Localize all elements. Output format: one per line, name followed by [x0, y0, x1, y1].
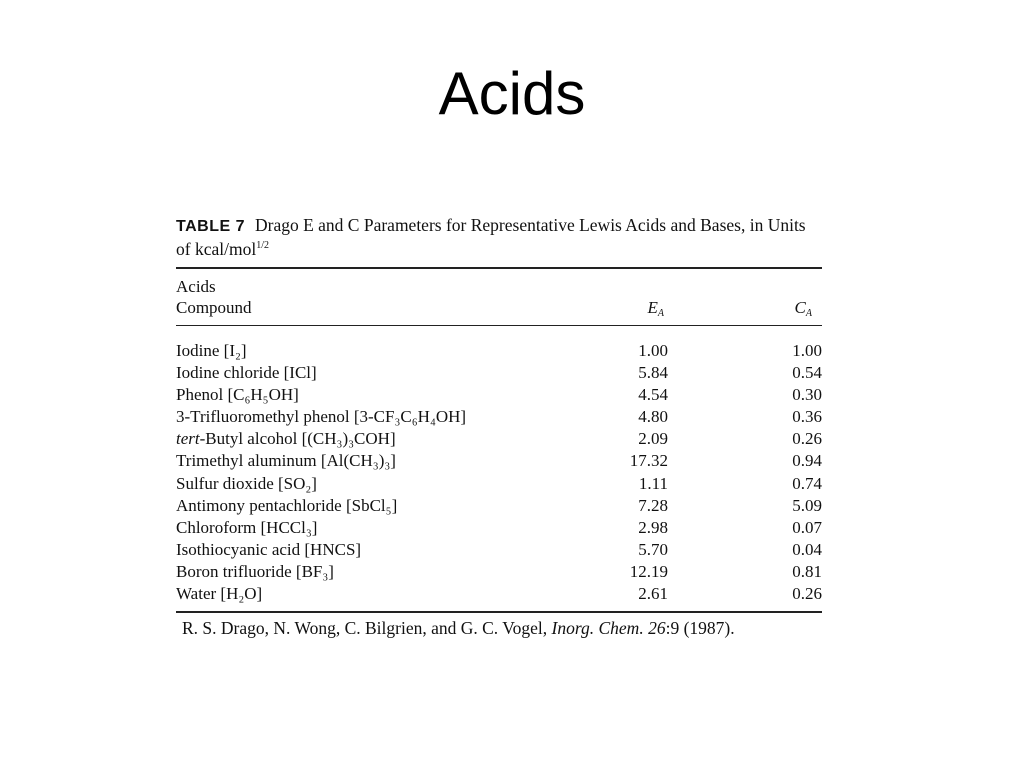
- table-row: [176, 583, 822, 605]
- ca-value: 1.00: [792, 341, 822, 360]
- top-rule: [176, 267, 822, 269]
- ea-value: 2.98: [638, 517, 668, 537]
- ea-value: 1.00: [638, 341, 668, 360]
- ca-value: 0.30: [792, 385, 822, 405]
- compound-name: 3-Trifluoromethyl phenol [3-CF₃C₆H₄OH]: [176, 407, 467, 427]
- ea-value: 2.09: [638, 429, 668, 449]
- ca-value: 0.26: [792, 584, 822, 604]
- ea-value: 17.32: [629, 451, 668, 471]
- ca-value: 0.36: [792, 407, 822, 427]
- column-header-compound: Compound: [176, 298, 252, 317]
- table-label: TABLE 7: [176, 218, 245, 235]
- compound-name: Phenol [C₆H₅OH]: [176, 385, 299, 405]
- compound-name: Chloroform [HCCl₃]: [176, 517, 318, 537]
- ea-value: 12.19: [629, 561, 668, 581]
- compound-name: Water [H₂O]: [176, 584, 263, 604]
- ca-value: 5.09: [792, 495, 822, 515]
- column-header-ea: [648, 297, 665, 319]
- table-row: [176, 406, 822, 428]
- ea-value: 1.11: [638, 473, 668, 493]
- ca-value: 0.74: [792, 473, 822, 493]
- ca-subscript: A: [805, 308, 812, 319]
- table-citation: [182, 617, 822, 639]
- table-row: [176, 473, 822, 495]
- compound-name: Isothiocyanic acid [HNCS]: [176, 539, 362, 559]
- drago-table: [176, 214, 822, 639]
- table-row: [176, 428, 822, 450]
- ea-value: 5.84: [638, 363, 668, 383]
- ea-value: 2.61: [638, 584, 668, 604]
- ea-value: 4.54: [638, 385, 668, 405]
- table-row: [176, 517, 822, 539]
- ea-letter: E: [647, 298, 658, 317]
- table-row: [176, 539, 822, 561]
- column-header-ca: [795, 297, 812, 319]
- table-row: [176, 561, 822, 583]
- ca-value: 0.81: [792, 561, 822, 581]
- column-header-row: [176, 297, 822, 319]
- ca-value: 0.07: [792, 517, 822, 537]
- table-caption: [176, 214, 822, 260]
- table-row: [176, 362, 822, 384]
- ea-value: 5.70: [638, 539, 668, 559]
- compound-name: Boron trifluoride [BF₃]: [176, 561, 334, 581]
- bottom-rule: [176, 611, 822, 613]
- table-row: [176, 495, 822, 517]
- ea-value: 7.28: [638, 495, 668, 515]
- compound-name: Iodine chloride [ICl]: [176, 363, 317, 383]
- compound-name: Antimony pentachloride [SbCl₅]: [176, 495, 398, 515]
- table-body: [176, 340, 822, 605]
- table-row: [176, 340, 822, 362]
- compound-name: [176, 428, 396, 450]
- compound-name: Iodine [I₂]: [176, 341, 247, 360]
- tert-prefix: tert: [176, 429, 200, 449]
- compound-name-rest: -Butyl alcohol [(CH₃)₃COH]: [199, 429, 396, 449]
- ea-value: 4.80: [638, 407, 668, 427]
- section-label: Acids: [176, 277, 216, 296]
- ca-value: 0.26: [792, 429, 822, 449]
- ca-letter: C: [794, 298, 806, 317]
- table-row: [176, 450, 822, 472]
- citation-journal: Inorg. Chem. 26: [551, 618, 666, 639]
- slide-title: Acids: [438, 60, 586, 127]
- citation-rest: :9 (1987).: [665, 618, 735, 639]
- ca-value: 0.04: [792, 539, 822, 559]
- table-row: [176, 384, 822, 406]
- caption-superscript: 1/2: [256, 240, 269, 251]
- compound-name: Trimethyl aluminum [Al(CH₃)₃]: [176, 451, 396, 471]
- ca-value: 0.94: [792, 451, 822, 471]
- ca-value: 0.54: [792, 363, 822, 383]
- compound-name: Sulfur dioxide [SO₂]: [176, 473, 317, 493]
- ea-subscript: A: [657, 308, 664, 319]
- caption-text: Drago E and C Parameters for Representative Lewis Acids and Bases, in Units of kcal/mol: [176, 215, 806, 259]
- header-rule: [176, 325, 822, 326]
- citation-authors: R. S. Drago, N. Wong, C. Bilgrien, and G. C. Vogel,: [182, 618, 548, 639]
